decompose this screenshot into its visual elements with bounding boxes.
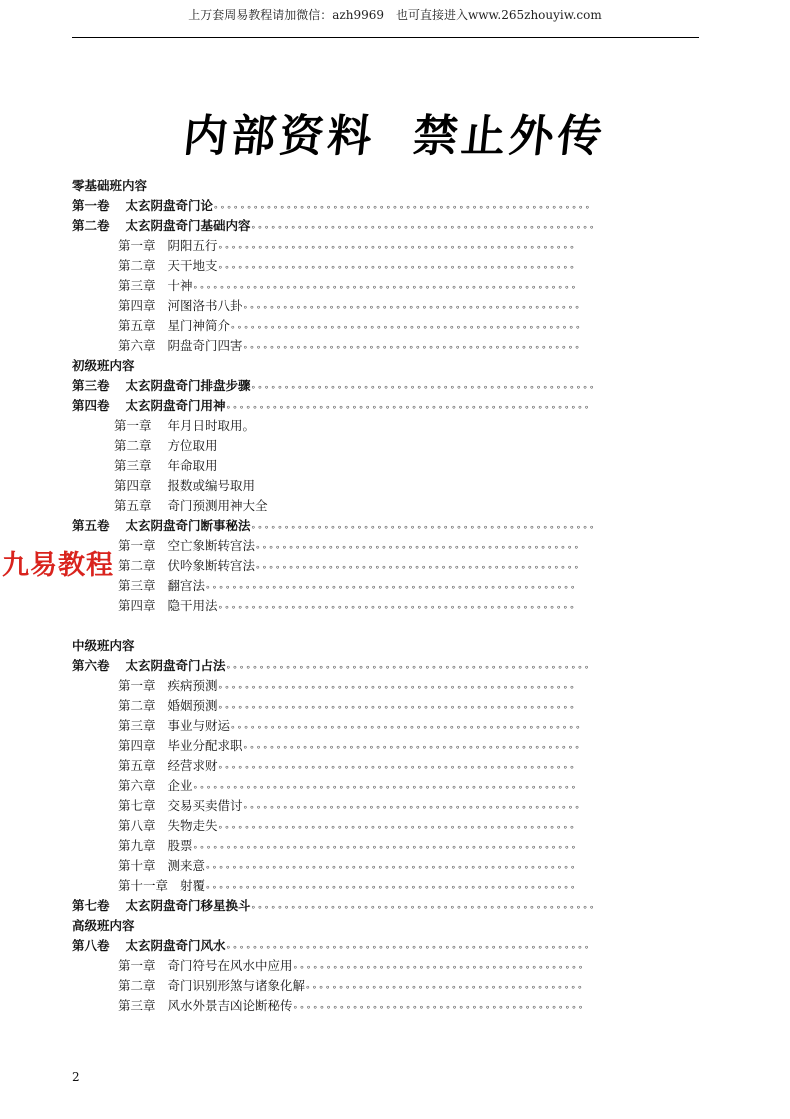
entry-title: 股票 [167,838,193,853]
toc-chapter-entry [118,756,576,776]
entry-title: 年命取用 [167,458,218,473]
toc-volume-entry [72,196,591,216]
toc-chapter-entry [118,996,584,1016]
entry-title: 阴盘奇门四害 [167,338,243,353]
section-label: 零基础班内容 [72,178,148,193]
entry-title: 天干地支 [167,258,218,273]
entry-title: 奇门符号在风水中应用 [167,958,293,973]
dot-leader: ∘∘∘∘∘∘∘∘∘∘∘∘∘∘∘∘∘∘∘∘∘∘∘∘∘∘∘∘∘∘∘∘∘∘∘∘∘∘∘∘∘∘∘∘∘∘∘∘∘∘∘∘ [250,903,596,913]
entry-number: 第一章 [118,958,156,973]
toc-section-heading [72,176,147,196]
dot-leader: ∘∘∘∘∘∘∘∘∘∘∘∘∘∘∘∘∘∘∘∘∘∘∘∘∘∘∘∘∘∘∘∘∘∘∘∘∘∘∘∘∘∘∘∘∘∘∘∘∘∘∘∘∘∘∘ [225,943,591,953]
dot-leader: ∘∘∘∘∘∘∘∘∘∘∘∘∘∘∘∘∘∘∘∘∘∘∘∘∘∘∘∘∘∘∘∘∘∘∘∘∘∘∘∘∘∘∘∘∘∘∘∘∘∘∘∘∘ [230,323,582,333]
dot-leader: ∘∘∘∘∘∘∘∘∘∘∘∘∘∘∘∘∘∘∘∘∘∘∘∘∘∘∘∘∘∘∘∘∘∘∘∘∘∘∘∘∘∘∘∘∘∘∘∘∘∘∘∘∘∘∘∘ [205,883,577,893]
entry-number: 第三卷 [72,378,110,393]
toc-chapter-entry [118,596,576,616]
toc-chapter-entry [118,796,581,816]
dot-leader: ∘∘∘∘∘∘∘∘∘∘∘∘∘∘∘∘∘∘∘∘∘∘∘∘∘∘∘∘∘∘∘∘∘∘∘∘∘∘∘∘∘∘∘∘∘∘∘∘∘∘∘∘ [250,523,596,533]
toc-chapter-entry [118,336,581,356]
dot-leader: ∘∘∘∘∘∘∘∘∘∘∘∘∘∘∘∘∘∘∘∘∘∘∘∘∘∘∘∘∘∘∘∘∘∘∘∘∘∘∘∘∘∘∘∘∘∘∘∘∘∘∘∘∘∘∘∘ [205,583,577,593]
entry-title: 报数或编号取用 [167,478,256,493]
dot-leader: ∘∘∘∘∘∘∘∘∘∘∘∘∘∘∘∘∘∘∘∘∘∘∘∘∘∘∘∘∘∘∘∘∘∘∘∘∘∘∘∘∘∘∘∘∘∘∘∘∘∘∘ [242,343,581,353]
toc-volume-entry [72,896,596,916]
entry-number: 第七卷 [72,898,110,913]
entry-title: 奇门识别形煞与诸象化解 [167,978,306,993]
entry-title: 毕业分配求职 [167,738,243,753]
entry-number: 第三章 [118,718,156,733]
dot-leader: ∘∘∘∘∘∘∘∘∘∘∘∘∘∘∘∘∘∘∘∘∘∘∘∘∘∘∘∘∘∘∘∘∘∘∘∘∘∘∘∘∘∘ [305,983,584,993]
entry-number: 第九章 [118,838,156,853]
toc-volume-entry [72,936,590,956]
entry-title: 伏吟象断转宫法 [167,558,256,573]
toc-chapter-entry [118,736,581,756]
watermark: 九易教程 [2,550,114,581]
dot-leader: ∘∘∘∘∘∘∘∘∘∘∘∘∘∘∘∘∘∘∘∘∘∘∘∘∘∘∘∘∘∘∘∘∘∘∘∘∘∘∘∘∘∘∘∘∘∘∘∘∘∘∘∘∘∘ [217,263,576,273]
entry-title: 企业 [167,778,193,793]
entry-number: 第一章 [118,538,156,553]
toc-chapter-entry [118,296,581,316]
entry-number: 第二章 [118,258,156,273]
entry-number: 第五章 [114,498,152,513]
entry-title: 十神 [167,278,193,293]
toc-volume-entry [72,516,596,536]
toc-chapter-entry [118,876,577,896]
entry-number: 第二章 [118,558,156,573]
entry-number: 第三章 [118,998,156,1013]
entry-number: 第三章 [118,578,156,593]
section-label: 中级班内容 [72,638,135,653]
entry-number: 第八章 [118,818,156,833]
toc-section-heading [72,356,135,376]
toc-chapter-entry [118,316,582,336]
toc-volume-entry [72,396,590,416]
entry-title: 疾病预测 [167,678,218,693]
dot-leader: ∘∘∘∘∘∘∘∘∘∘∘∘∘∘∘∘∘∘∘∘∘∘∘∘∘∘∘∘∘∘∘∘∘∘∘∘∘∘∘∘∘∘∘∘∘∘∘∘∘∘∘ [242,303,581,313]
header-rule [72,37,699,38]
title-left: 内部资料 [180,111,379,162]
entry-title: 太玄阴盘奇门断事秘法 [125,518,251,533]
toc-chapter-entry [118,236,576,256]
entry-number: 第五卷 [72,518,110,533]
entry-title: 阴阳五行 [167,238,218,253]
entry-number: 第十章 [118,858,156,873]
dot-leader: ∘∘∘∘∘∘∘∘∘∘∘∘∘∘∘∘∘∘∘∘∘∘∘∘∘∘∘∘∘∘∘∘∘∘∘∘∘∘∘∘∘∘∘∘∘∘∘∘∘∘∘ [242,743,581,753]
dot-leader: ∘∘∘∘∘∘∘∘∘∘∘∘∘∘∘∘∘∘∘∘∘∘∘∘∘∘∘∘∘∘∘∘∘∘∘∘∘∘∘∘∘∘∘∘∘∘∘∘∘∘∘∘∘∘ [217,683,576,693]
entry-title: 太玄阴盘奇门排盘步骤 [125,378,251,393]
toc-chapter-entry [118,696,576,716]
page-number: 2 [72,1070,80,1084]
entry-title: 太玄阴盘奇门移星换斗 [125,898,251,913]
entry-title: 太玄阴盘奇门占法 [125,658,226,673]
page-header: 上万套周易教程请加微信：azh9969 也可直接进入www.265zhouyiw.com [188,8,602,22]
dot-leader: ∘∘∘∘∘∘∘∘∘∘∘∘∘∘∘∘∘∘∘∘∘∘∘∘∘∘∘∘∘∘∘∘∘∘∘∘∘∘∘∘∘∘∘∘ [292,1003,585,1013]
toc-chapter-entry [118,816,576,836]
dot-leader: ∘∘∘∘∘∘∘∘∘∘∘∘∘∘∘∘∘∘∘∘∘∘∘∘∘∘∘∘∘∘∘∘∘∘∘∘∘∘∘∘∘∘∘∘∘∘∘∘∘∘∘∘∘∘∘∘∘∘ [192,783,578,793]
entry-title: 星门神简介 [167,318,231,333]
entry-number: 第六卷 [72,658,110,673]
toc-chapter-entry [118,836,577,856]
entry-number: 第三章 [118,278,156,293]
toc-chapter-entry [118,956,584,976]
entry-title: 失物走失 [167,818,218,833]
entry-title: 射覆 [180,878,206,893]
entry-number: 第一章 [114,418,152,433]
toc-section-heading [72,636,135,656]
toc-chapter-entry [118,856,577,876]
entry-title: 方位取用 [167,438,218,453]
entry-title: 婚姻预测 [167,698,218,713]
dot-leader: ∘∘∘∘∘∘∘∘∘∘∘∘∘∘∘∘∘∘∘∘∘∘∘∘∘∘∘∘∘∘∘∘∘∘∘∘∘∘∘∘∘∘∘∘∘∘∘∘∘∘∘∘∘∘∘∘∘∘ [192,843,578,853]
toc-chapter-entry [118,776,577,796]
dot-leader: ∘∘∘∘∘∘∘∘∘∘∘∘∘∘∘∘∘∘∘∘∘∘∘∘∘∘∘∘∘∘∘∘∘∘∘∘∘∘∘∘∘∘∘∘∘∘∘∘∘∘∘∘∘∘∘ [225,403,591,413]
dot-leader: ∘∘∘∘∘∘∘∘∘∘∘∘∘∘∘∘∘∘∘∘∘∘∘∘∘∘∘∘∘∘∘∘∘∘∘∘∘∘∘∘∘∘∘∘∘∘∘∘∘∘∘∘∘∘ [217,703,576,713]
entry-number: 第七章 [118,798,156,813]
entry-number: 第十一章 [118,878,169,893]
entry-title: 交易买卖借讨 [167,798,243,813]
dot-leader: ∘∘∘∘∘∘∘∘∘∘∘∘∘∘∘∘∘∘∘∘∘∘∘∘∘∘∘∘∘∘∘∘∘∘∘∘∘∘∘∘∘∘∘∘∘∘∘∘∘∘∘∘∘∘ [217,823,576,833]
entry-title: 经营求财 [167,758,218,773]
entry-number: 第三章 [114,458,152,473]
dot-leader: ∘∘∘∘∘∘∘∘∘∘∘∘∘∘∘∘∘∘∘∘∘∘∘∘∘∘∘∘∘∘∘∘∘∘∘∘∘∘∘∘∘∘∘∘∘∘∘∘∘∘∘∘ [250,223,596,233]
dot-leader: ∘∘∘∘∘∘∘∘∘∘∘∘∘∘∘∘∘∘∘∘∘∘∘∘∘∘∘∘∘∘∘∘∘∘∘∘∘∘∘∘∘∘∘∘∘∘∘∘∘∘∘∘∘ [230,723,582,733]
entry-number: 第二章 [114,438,152,453]
entry-title: 太玄阴盘奇门论 [125,198,214,213]
toc-chapter-entry [118,256,576,276]
entry-number: 第一卷 [72,198,110,213]
toc-volume-entry [72,216,596,236]
dot-leader: ∘∘∘∘∘∘∘∘∘∘∘∘∘∘∘∘∘∘∘∘∘∘∘∘∘∘∘∘∘∘∘∘∘∘∘∘∘∘∘∘∘∘∘∘∘∘∘∘∘∘∘∘∘∘ [217,763,576,773]
entry-number: 第四章 [118,598,156,613]
toc-chapter-entry [118,576,577,596]
entry-title: 翻宫法 [167,578,206,593]
toc-volume-entry [72,656,590,676]
entry-number: 第四章 [118,298,156,313]
entry-title: 风水外景吉凶论断秘传 [167,998,293,1013]
entry-title: 太玄阴盘奇门用神 [125,398,226,413]
toc-chapter-entry [114,456,218,476]
entry-number: 第八卷 [72,938,110,953]
dot-leader: ∘∘∘∘∘∘∘∘∘∘∘∘∘∘∘∘∘∘∘∘∘∘∘∘∘∘∘∘∘∘∘∘∘∘∘∘∘∘∘∘∘∘∘∘∘∘∘∘∘∘∘∘∘∘∘ [225,663,591,673]
entry-number: 第六章 [118,338,156,353]
entry-number: 第五章 [118,758,156,773]
toc-chapter-entry [118,976,584,996]
entry-title: 河图洛书八卦 [167,298,243,313]
entry-number: 第二章 [118,698,156,713]
entry-number: 第五章 [118,318,156,333]
page-title [0,100,790,164]
entry-number: 第四章 [118,738,156,753]
dot-leader: ∘∘∘∘∘∘∘∘∘∘∘∘∘∘∘∘∘∘∘∘∘∘∘∘∘∘∘∘∘∘∘∘∘∘∘∘∘∘∘∘∘∘∘∘∘∘∘∘∘ [255,543,581,553]
entry-title: 太玄阴盘奇门基础内容 [125,218,251,233]
toc-volume-entry [72,376,596,396]
toc-chapter-entry [114,496,268,516]
dot-leader: ∘∘∘∘∘∘∘∘∘∘∘∘∘∘∘∘∘∘∘∘∘∘∘∘∘∘∘∘∘∘∘∘∘∘∘∘∘∘∘∘∘∘∘∘∘∘∘∘∘∘∘∘∘∘∘∘∘ [213,203,592,213]
entry-title: 太玄阴盘奇门风水 [125,938,226,953]
section-label: 初级班内容 [72,358,135,373]
toc-chapter-entry [118,556,580,576]
toc-chapter-entry [114,436,218,456]
entry-title: 隐干用法 [167,598,218,613]
toc-chapter-entry [118,676,576,696]
entry-title: 奇门预测用神大全 [167,498,268,513]
toc-chapter-entry [118,716,582,736]
title-right: 禁止外传 [410,111,609,162]
dot-leader: ∘∘∘∘∘∘∘∘∘∘∘∘∘∘∘∘∘∘∘∘∘∘∘∘∘∘∘∘∘∘∘∘∘∘∘∘∘∘∘∘∘∘∘∘∘∘∘∘∘∘∘∘∘∘ [217,603,576,613]
dot-leader: ∘∘∘∘∘∘∘∘∘∘∘∘∘∘∘∘∘∘∘∘∘∘∘∘∘∘∘∘∘∘∘∘∘∘∘∘∘∘∘∘∘∘∘∘∘∘∘∘∘∘∘ [242,803,581,813]
section-label: 高级班内容 [72,918,135,933]
dot-leader: ∘∘∘∘∘∘∘∘∘∘∘∘∘∘∘∘∘∘∘∘∘∘∘∘∘∘∘∘∘∘∘∘∘∘∘∘∘∘∘∘∘∘∘∘∘∘∘∘∘∘∘∘∘∘ [217,243,576,253]
entry-title: 事业与财运 [167,718,231,733]
entry-number: 第二卷 [72,218,110,233]
entry-number: 第一章 [118,238,156,253]
dot-leader: ∘∘∘∘∘∘∘∘∘∘∘∘∘∘∘∘∘∘∘∘∘∘∘∘∘∘∘∘∘∘∘∘∘∘∘∘∘∘∘∘∘∘∘∘∘∘∘∘∘∘∘∘∘∘∘∘ [205,863,577,873]
toc-chapter-entry [114,476,255,496]
toc-chapter-entry [118,536,580,556]
toc-chapter-entry [118,276,577,296]
entry-number: 第二章 [118,978,156,993]
entry-number: 第四章 [114,478,152,493]
entry-number: 第六章 [118,778,156,793]
entry-title: 年月日时取用。 [167,418,256,433]
dot-leader: ∘∘∘∘∘∘∘∘∘∘∘∘∘∘∘∘∘∘∘∘∘∘∘∘∘∘∘∘∘∘∘∘∘∘∘∘∘∘∘∘∘∘∘∘∘∘∘∘∘∘∘∘ [250,383,596,393]
toc-section-heading [72,916,135,936]
entry-number: 第四卷 [72,398,110,413]
dot-leader: ∘∘∘∘∘∘∘∘∘∘∘∘∘∘∘∘∘∘∘∘∘∘∘∘∘∘∘∘∘∘∘∘∘∘∘∘∘∘∘∘∘∘∘∘ [292,963,585,973]
entry-number: 第一章 [118,678,156,693]
toc-chapter-entry [114,416,255,436]
dot-leader: ∘∘∘∘∘∘∘∘∘∘∘∘∘∘∘∘∘∘∘∘∘∘∘∘∘∘∘∘∘∘∘∘∘∘∘∘∘∘∘∘∘∘∘∘∘∘∘∘∘ [255,563,581,573]
entry-title: 空亡象断转宫法 [167,538,256,553]
dot-leader: ∘∘∘∘∘∘∘∘∘∘∘∘∘∘∘∘∘∘∘∘∘∘∘∘∘∘∘∘∘∘∘∘∘∘∘∘∘∘∘∘∘∘∘∘∘∘∘∘∘∘∘∘∘∘∘∘∘∘ [192,283,578,293]
entry-title: 测来意 [167,858,206,873]
